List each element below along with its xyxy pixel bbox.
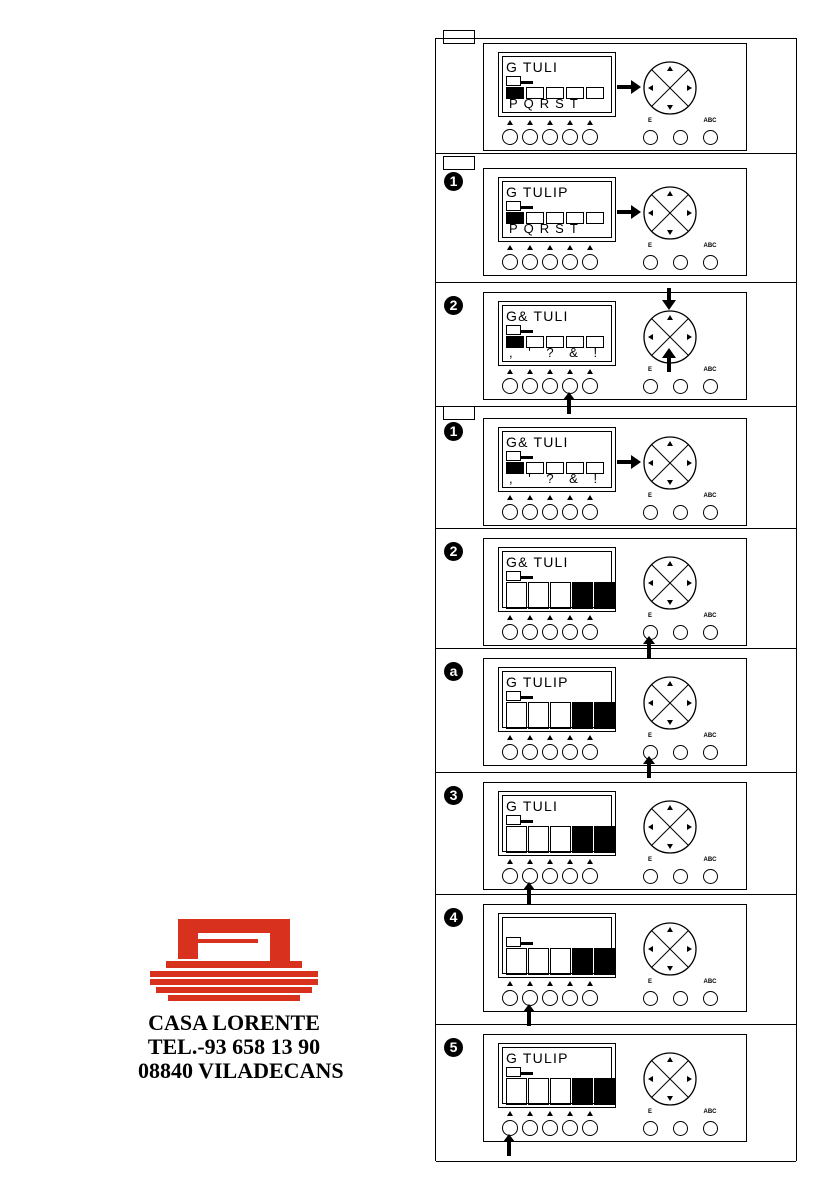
instruction-step-panel [436, 288, 796, 407]
soft-keys [502, 1111, 599, 1137]
navigation-dial-icon[interactable] [642, 555, 698, 611]
soft-key-button[interactable] [562, 120, 579, 146]
side-keys [642, 857, 718, 885]
machine-control-panel [483, 904, 747, 1012]
pointer-arrow-icon [617, 455, 643, 469]
side-keys [642, 493, 718, 521]
cross-stitch-icon [594, 582, 615, 609]
soft-key-button[interactable] [502, 981, 519, 1007]
key-label: ABC [703, 613, 717, 619]
edit-key-button[interactable] [642, 118, 658, 146]
soft-keys [502, 120, 599, 146]
soft-key-button[interactable] [582, 495, 599, 521]
lcd-screen [498, 427, 616, 492]
stitch-key-button[interactable] [672, 613, 688, 641]
stitch-icon [550, 826, 571, 853]
soft-key-button[interactable] [562, 245, 579, 271]
edit-key-button[interactable] [642, 857, 658, 885]
pattern-icon [572, 948, 593, 975]
side-keys [642, 243, 718, 271]
triangle-up-icon [527, 981, 533, 986]
pointer-arrow-icon [617, 80, 643, 94]
navigation-dial-icon[interactable] [642, 185, 698, 241]
soft-key-button[interactable] [562, 981, 579, 1007]
back-icon [506, 826, 527, 853]
key-label: ABC [703, 857, 717, 863]
soft-keys [502, 615, 599, 641]
soft-keys [502, 369, 599, 395]
key-label: E [647, 857, 652, 863]
triangle-up-icon [527, 615, 533, 620]
character-row: , ' ? & ! [509, 471, 604, 486]
mode-indicator-icon [506, 451, 521, 461]
triangle-up-icon [547, 615, 553, 620]
side-keys [642, 118, 718, 146]
triangle-up-icon [507, 615, 513, 620]
machine-control-panel [483, 1034, 747, 1142]
lcd-screen [498, 52, 616, 117]
soft-key-button[interactable] [522, 615, 539, 641]
navigation-dial-icon[interactable] [642, 435, 698, 491]
edit-key-button[interactable] [642, 243, 658, 271]
stitch-key-button[interactable] [672, 857, 688, 885]
triangle-up-icon [567, 495, 573, 500]
pointer-arrow-icon [563, 392, 575, 414]
lcd-text: G TULI [506, 798, 559, 814]
stitch-key-button[interactable] [672, 733, 688, 761]
mode-indicator-icon [506, 815, 521, 825]
key-label: E [647, 733, 652, 739]
step-number-badge: 3 [444, 786, 463, 805]
triangle-up-icon [547, 859, 553, 864]
lcd-text: G& TULI [506, 308, 569, 324]
triangle-up-icon [587, 981, 593, 986]
soft-key-button[interactable] [502, 369, 519, 395]
logo-line-2: TEL.-93 658 13 90 [147, 1034, 321, 1059]
key-label: ABC [703, 243, 717, 249]
navigation-dial-icon[interactable] [642, 675, 698, 731]
soft-key-button[interactable] [522, 735, 539, 761]
key-label: ABC [703, 367, 717, 373]
soft-key-button[interactable] [502, 120, 519, 146]
key-label: E [647, 493, 652, 499]
navigation-dial[interactable] [642, 1051, 698, 1107]
abc-key-button[interactable] [702, 857, 718, 885]
triangle-up-icon [507, 859, 513, 864]
soft-keys [502, 735, 599, 761]
triangle-up-icon [567, 735, 573, 740]
pattern-icon [572, 826, 593, 853]
key-label: ABC [703, 493, 717, 499]
triangle-up-icon [567, 981, 573, 986]
size-bar-icon [521, 330, 533, 333]
soft-key-button[interactable] [582, 981, 599, 1007]
edit-key-button[interactable] [642, 1109, 658, 1137]
abc-key-button[interactable] [702, 1109, 718, 1137]
abc-key-button[interactable] [702, 118, 718, 146]
soft-key-button[interactable] [562, 859, 579, 885]
pointer-arrow-icon [617, 205, 643, 219]
triangle-up-icon [527, 859, 533, 864]
soft-key-button[interactable] [582, 369, 599, 395]
soft-keys [502, 245, 599, 271]
lcd-screen [498, 177, 616, 242]
triangle-up-icon [567, 615, 573, 620]
soft-key-button[interactable] [542, 981, 559, 1007]
machine-control-panel [483, 538, 747, 646]
key-label: E [647, 243, 652, 249]
size-bar-icon [521, 81, 533, 84]
character-row: PQRST [509, 96, 584, 111]
triangle-up-icon [547, 981, 553, 986]
size-bar-icon [521, 1072, 533, 1075]
instruction-step-panel [436, 534, 796, 649]
side-keys [642, 367, 718, 395]
instruction-step-panel [436, 1030, 796, 1162]
lcd-screen [498, 667, 616, 732]
soft-key-button[interactable] [522, 495, 539, 521]
mode-indicator-icon [506, 1067, 521, 1077]
soft-key-button[interactable] [522, 245, 539, 271]
size-bar-icon [521, 456, 533, 459]
size-bar-icon [521, 206, 533, 209]
machine-control-panel [483, 292, 747, 400]
abc-key-button[interactable] [702, 367, 718, 395]
cross-stitch-icon [594, 826, 615, 853]
pattern-icon [572, 702, 593, 729]
instruction-step-panel [436, 164, 796, 283]
soft-key-button[interactable] [542, 735, 559, 761]
triangle-up-icon [547, 735, 553, 740]
soft-key-button[interactable] [522, 369, 539, 395]
triangle-up-icon [587, 615, 593, 620]
font-option-icon [586, 212, 604, 224]
mode-indicator-icon [506, 571, 521, 581]
lcd-text: G TULIP [506, 184, 569, 200]
erase-icon [528, 826, 549, 853]
triangle-up-icon [507, 735, 513, 740]
key-label: E [647, 979, 652, 985]
mode-indicator-icon [506, 76, 521, 86]
mode-indicator-icon [506, 937, 521, 947]
instruction-step-panel [436, 778, 796, 895]
soft-key-button[interactable] [582, 120, 599, 146]
key-label: ABC [703, 733, 717, 739]
triangle-up-icon [587, 495, 593, 500]
soft-key-button[interactable] [542, 615, 559, 641]
function-icons [506, 1078, 615, 1105]
soft-key-button[interactable] [542, 369, 559, 395]
soft-key-button[interactable] [502, 615, 519, 641]
stitch-key-button[interactable] [672, 493, 688, 521]
soft-key-button[interactable] [542, 245, 559, 271]
navigation-dial-icon[interactable] [642, 799, 698, 855]
back-icon [506, 1078, 527, 1105]
back-icon [506, 702, 527, 729]
triangle-up-icon [567, 245, 573, 250]
triangle-up-icon [527, 245, 533, 250]
triangle-up-icon [527, 369, 533, 374]
size-bar-icon [521, 696, 533, 699]
back-icon [506, 948, 527, 975]
soft-key-button[interactable] [582, 1111, 599, 1137]
triangle-up-icon [547, 369, 553, 374]
soft-key-button[interactable] [562, 495, 579, 521]
triangle-up-icon [587, 1111, 593, 1116]
font-option-icon [586, 87, 604, 99]
triangle-up-icon [567, 859, 573, 864]
soft-key-button[interactable] [582, 859, 599, 885]
stitch-icon [550, 1078, 571, 1105]
side-keys [642, 979, 718, 1007]
navigation-dial[interactable] [642, 799, 698, 855]
soft-keys [502, 859, 599, 885]
mode-indicator-icon [506, 201, 521, 211]
navigation-dial-icon[interactable] [642, 60, 698, 116]
step-number-badge: 1 [444, 422, 463, 441]
size-bar-icon [521, 576, 533, 579]
machine-control-panel [483, 658, 747, 766]
soft-key-button[interactable] [582, 245, 599, 271]
stitch-key-button[interactable] [672, 979, 688, 1007]
stitch-icon [550, 702, 571, 729]
lcd-text: G& TULI [506, 554, 569, 570]
function-icons [506, 826, 615, 853]
abc-key-button[interactable] [702, 493, 718, 521]
panels-frame [435, 38, 797, 1161]
lcd-screen [498, 301, 616, 366]
instruction-step-panel [436, 654, 796, 773]
back-icon [506, 582, 527, 609]
triangle-up-icon [547, 495, 553, 500]
triangle-up-icon [507, 120, 513, 125]
triangle-up-icon [527, 120, 533, 125]
character-row: PQRST [509, 221, 584, 236]
side-keys [642, 1109, 718, 1137]
soft-key-button[interactable] [542, 495, 559, 521]
triangle-up-icon [587, 245, 593, 250]
navigation-dial[interactable] [642, 921, 698, 977]
key-label: E [647, 613, 652, 619]
triangle-up-icon [547, 120, 553, 125]
stitch-key-button[interactable] [672, 118, 688, 146]
abc-key-button[interactable] [702, 243, 718, 271]
soft-key-button[interactable] [502, 735, 519, 761]
instruction-step-panel [436, 38, 796, 154]
step-number-badge: 5 [444, 1038, 463, 1057]
triangle-up-icon [587, 369, 593, 374]
function-icons [506, 948, 615, 975]
pattern-icon [572, 582, 593, 609]
triangle-up-icon [547, 245, 553, 250]
function-icons [506, 702, 615, 729]
abc-key-button[interactable] [702, 979, 718, 1007]
triangle-up-icon [567, 369, 573, 374]
step-number-badge: 2 [444, 542, 463, 561]
lcd-screen [498, 547, 616, 612]
machine-control-panel [483, 782, 747, 890]
soft-key-button[interactable] [582, 615, 599, 641]
key-label: ABC [703, 118, 717, 124]
soft-key-button[interactable] [542, 1111, 559, 1137]
function-icons [506, 582, 615, 609]
navigation-dial[interactable] [642, 60, 698, 116]
pointer-arrow-icon [643, 756, 655, 778]
edit-key-button[interactable] [642, 493, 658, 521]
sewing-machine-logo-icon [138, 915, 330, 1007]
navigation-dial[interactable] [642, 435, 698, 491]
pointer-arrow-icon [662, 288, 676, 312]
key-label: E [647, 367, 652, 373]
soft-key-button[interactable] [562, 735, 579, 761]
step-number-badge: 2 [444, 296, 463, 315]
pointer-arrow-icon [523, 1004, 535, 1026]
soft-key-button[interactable] [542, 120, 559, 146]
stitch-icon [550, 948, 571, 975]
triangle-up-icon [587, 120, 593, 125]
navigation-dial[interactable] [642, 185, 698, 241]
step-number-badge: 1 [444, 172, 463, 191]
key-label: ABC [703, 1109, 717, 1115]
instruction-step-panel [436, 900, 796, 1025]
mode-indicator-icon [506, 691, 521, 701]
soft-key-button[interactable] [502, 245, 519, 271]
key-label: E [647, 118, 652, 124]
step-number-badge: 4 [444, 908, 463, 927]
abc-key-button[interactable] [702, 613, 718, 641]
pattern-icon [572, 1078, 593, 1105]
erase-icon [528, 1078, 549, 1105]
navigation-dial[interactable] [642, 555, 698, 611]
erase-icon [528, 702, 549, 729]
cross-stitch-icon [594, 702, 615, 729]
edit-key-button[interactable] [642, 979, 658, 1007]
stitch-icon [550, 582, 571, 609]
key-label: ABC [703, 979, 717, 985]
triangle-up-icon [507, 495, 513, 500]
triangle-up-icon [567, 120, 573, 125]
soft-key-button[interactable] [522, 120, 539, 146]
triangle-up-icon [547, 1111, 553, 1116]
soft-keys [502, 981, 599, 1007]
casa-lorente-logo [138, 915, 344, 1083]
soft-keys [502, 495, 599, 521]
pointer-arrow-icon [662, 348, 676, 372]
soft-key-button[interactable] [582, 735, 599, 761]
instruction-step-panel [436, 414, 796, 529]
logo-line-3: 08840 VILADECANS [138, 1058, 344, 1083]
size-bar-icon [521, 820, 533, 823]
triangle-up-icon [507, 245, 513, 250]
triangle-up-icon [507, 981, 513, 986]
logo-line-1: CASA LORENTE [148, 1010, 320, 1035]
lcd-screen [498, 791, 616, 856]
soft-key-button[interactable] [522, 1111, 539, 1137]
machine-control-panel [483, 43, 747, 151]
triangle-up-icon [527, 1111, 533, 1116]
lcd-text: G TULIP [506, 1050, 569, 1066]
lcd-text: G TULIP [506, 674, 569, 690]
lcd-text: G TULI [506, 59, 559, 75]
soft-key-button[interactable] [562, 615, 579, 641]
lcd-text: G& TULI [506, 434, 569, 450]
lcd-screen [498, 1043, 616, 1108]
soft-key-button[interactable] [542, 859, 559, 885]
cross-stitch-icon [594, 1078, 615, 1105]
size-bar-icon [521, 942, 533, 945]
triangle-up-icon [567, 1111, 573, 1116]
navigation-dial-icon[interactable] [642, 1051, 698, 1107]
cross-stitch-icon [594, 948, 615, 975]
step-number-badge: a [444, 662, 463, 681]
pointer-arrow-icon [503, 1134, 515, 1156]
stitch-key-button[interactable] [672, 1109, 688, 1137]
erase-icon [528, 582, 549, 609]
soft-key-button[interactable] [502, 495, 519, 521]
machine-control-panel [483, 168, 747, 276]
character-row: , ' ? & ! [509, 345, 604, 360]
key-label: E [647, 1109, 652, 1115]
edit-key-button[interactable] [642, 367, 658, 395]
machine-control-panel [483, 418, 747, 526]
erase-icon [528, 948, 549, 975]
triangle-up-icon [507, 369, 513, 374]
triangle-up-icon [507, 1111, 513, 1116]
navigation-dial-icon[interactable] [642, 921, 698, 977]
navigation-dial[interactable] [642, 675, 698, 731]
triangle-up-icon [587, 859, 593, 864]
triangle-up-icon [587, 735, 593, 740]
lcd-screen [498, 913, 616, 978]
soft-key-button[interactable] [502, 859, 519, 885]
stitch-key-button[interactable] [672, 243, 688, 271]
triangle-up-icon [527, 735, 533, 740]
abc-key-button[interactable] [702, 733, 718, 761]
mode-indicator-icon [506, 325, 521, 335]
soft-key-button[interactable] [562, 1111, 579, 1137]
triangle-up-icon [527, 495, 533, 500]
